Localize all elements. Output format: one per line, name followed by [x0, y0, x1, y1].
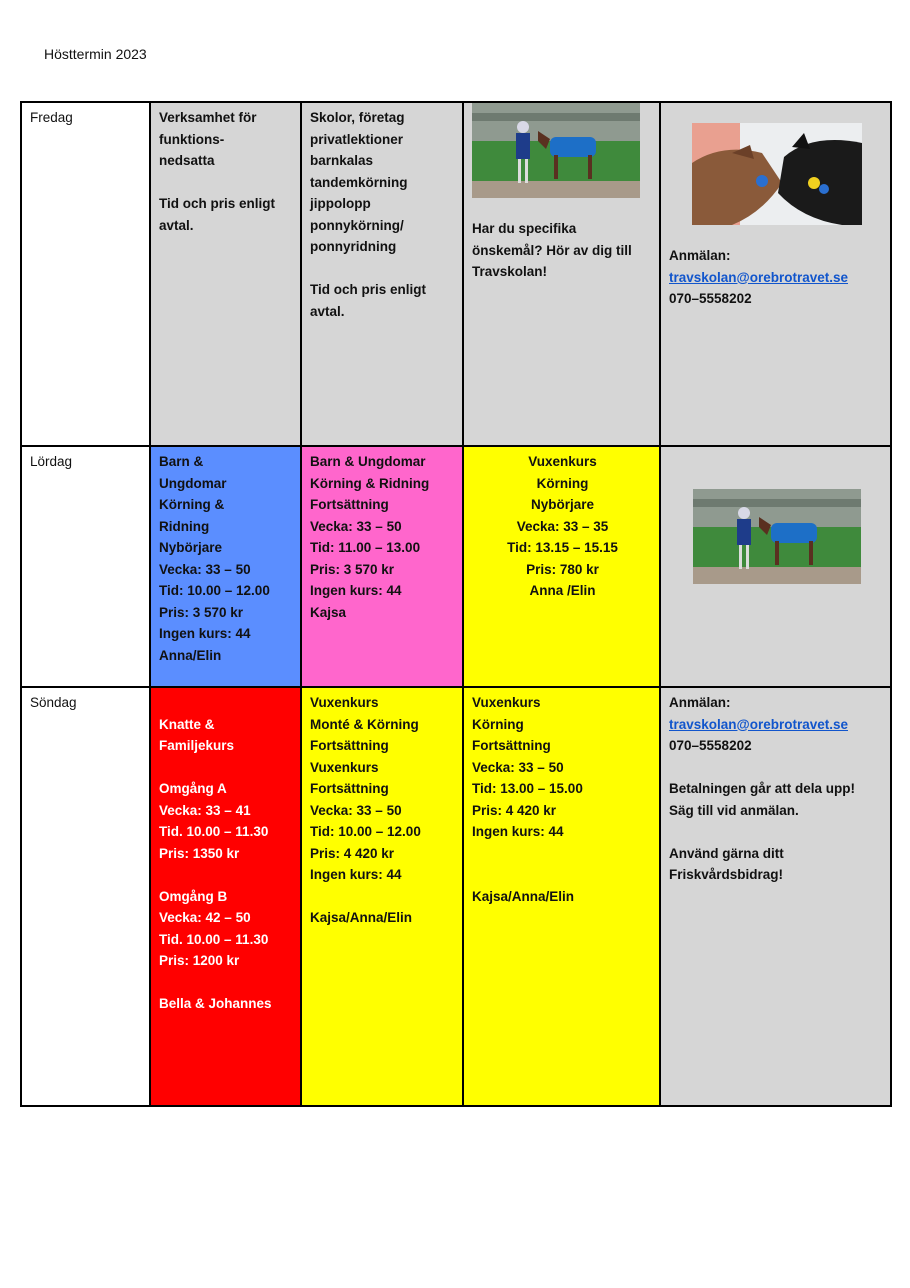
- text-line: Tid och pris enligt: [159, 196, 276, 211]
- text-line: Tid: 13.00 – 15.00: [472, 781, 583, 796]
- text-line: Kajsa/Anna/Elin: [310, 910, 413, 925]
- text-line: Fortsättning: [472, 738, 551, 753]
- text-line: Tid. 10.00 – 11.30: [159, 931, 269, 947]
- text-line: Vecka: 33 – 50: [310, 518, 402, 534]
- text-line: Vuxenkurs: [528, 454, 597, 469]
- text-line: önskemål? Hör av dig till: [472, 242, 632, 258]
- term-heading: Hösttermin 2023: [44, 46, 147, 62]
- text-line: [159, 972, 294, 994]
- day-friday: Fredag: [21, 102, 150, 446]
- text-line: Bella & Johannes: [159, 996, 272, 1011]
- text-line: privatlektioner: [310, 131, 404, 147]
- text-line: Omgång A: [159, 781, 227, 796]
- text-line: Vecka: 33 – 50: [472, 759, 564, 775]
- text-line: Verksamhet för: [159, 110, 257, 125]
- text-line: Körning &: [159, 497, 225, 512]
- text-line: barnkalas: [310, 153, 374, 168]
- text-line: Vecka: 33 – 50: [159, 561, 251, 577]
- text-line: Anna /Elin: [529, 583, 596, 598]
- text-line: ponnykörning/: [310, 217, 404, 233]
- sunday-contact-cell: [660, 687, 891, 1106]
- text-line: Pris: 3 570 kr: [310, 561, 395, 577]
- text-line: Ingen kurs: 44: [310, 583, 402, 598]
- text-line: ponnyridning: [310, 239, 397, 254]
- text-line: [159, 692, 294, 714]
- text-line: Friskvårdsbidrag!: [669, 867, 784, 882]
- text-line: jippolopp: [310, 196, 371, 211]
- text-line: Travskolan!: [472, 264, 548, 279]
- text-line: Kajsa: [310, 604, 347, 620]
- sunday-email-link[interactable]: travskolan@orebrotravet.se: [669, 716, 848, 732]
- text-line: Pris: 780 kr: [526, 561, 599, 577]
- text-line: Ungdomar: [159, 475, 227, 491]
- text-line: Använd gärna ditt: [669, 845, 784, 861]
- text-line: [310, 886, 456, 908]
- text-line: Fortsättning: [310, 497, 389, 512]
- text-line: Pris: 4 420 kr: [472, 802, 557, 818]
- text-line: Körning: [472, 716, 524, 732]
- text-line: Säg till vid anmälan.: [669, 802, 799, 818]
- text-line: Tid: 13.15 – 15.15: [507, 540, 618, 555]
- text-line: Pris: 3 570 kr: [159, 604, 244, 620]
- text-line: Vecka: 33 – 50: [310, 802, 402, 818]
- text-line: Nybörjare: [159, 540, 223, 555]
- text-line: Omgång B: [159, 888, 228, 904]
- text-line: Ingen kurs: 44: [159, 626, 251, 641]
- text-line: [159, 757, 294, 779]
- text-line: [472, 864, 653, 886]
- text-line: Tid och pris enligt: [310, 282, 427, 297]
- text-line: [159, 864, 294, 886]
- sunday-adult-monte-course: [301, 687, 463, 1106]
- saturday-kids-beginner-course: [150, 446, 301, 687]
- text-line: Körning & Ridning: [310, 475, 430, 491]
- text-line: Pris: 1350 kr: [159, 845, 240, 861]
- text-line: Kajsa/Anna/Elin: [472, 888, 575, 904]
- text-line: funktions-: [159, 131, 225, 147]
- saturday-photo-cell: [660, 446, 891, 687]
- text-line: [310, 258, 456, 280]
- text-line: Pris: 1200 kr: [159, 953, 240, 968]
- friday-schools-companies: [301, 102, 463, 446]
- text-line: [159, 172, 294, 194]
- text-line: Tid: 10.00 – 12.00: [159, 583, 270, 598]
- text-line: Knatte &: [159, 716, 215, 732]
- text-line: Körning: [536, 475, 589, 491]
- friday-signup-label: Anmälan:: [669, 248, 731, 263]
- text-line: Familjekurs: [159, 738, 235, 753]
- text-line: Vuxenkurs: [472, 695, 541, 710]
- friday-contact-cell: [660, 102, 891, 446]
- text-line: [472, 843, 653, 865]
- two-horses-photo: [692, 123, 862, 225]
- text-line: Nybörjare: [530, 497, 595, 512]
- text-line: nedsatta: [159, 153, 215, 168]
- text-line: Monté & Körning: [310, 716, 419, 732]
- horse-with-blue-blanket-photo: [472, 103, 640, 198]
- saturday-kids-continuation-course: [301, 446, 463, 687]
- text-line: Tid: 10.00 – 12.00: [310, 824, 421, 839]
- text-line: Vecka: 42 – 50: [159, 910, 251, 925]
- text-line: Ridning: [159, 518, 210, 534]
- row-saturday: [21, 446, 891, 687]
- friday-phone: 070–5558202: [669, 291, 752, 306]
- text-line: Anna/Elin: [159, 647, 222, 663]
- friday-custom-requests: [463, 102, 660, 446]
- text-line: Har du specifika: [472, 221, 577, 236]
- text-line: Fortsättning: [310, 738, 389, 753]
- text-line: Barn &: [159, 454, 204, 469]
- day-saturday: Lördag: [21, 446, 150, 687]
- sunday-family-course: [150, 687, 301, 1106]
- text-line: Fortsättning: [310, 781, 389, 796]
- sunday-adult-driving-course: [463, 687, 660, 1106]
- text-line: Vuxenkurs: [310, 759, 379, 775]
- text-line: Skolor, företag: [310, 110, 405, 125]
- text-line: Betalningen går att dela upp!: [669, 781, 856, 796]
- text-line: Ingen kurs: 44: [310, 867, 402, 882]
- text-line: Pris: 4 420 kr: [310, 845, 395, 861]
- sunday-signup-label: Anmälan:: [669, 695, 731, 710]
- text-line: Ingen kurs: 44: [472, 824, 564, 839]
- schedule-table: [20, 101, 892, 1107]
- text-line: avtal.: [159, 217, 194, 233]
- friday-disabled-activities: [150, 102, 301, 446]
- day-sunday: Söndag: [21, 687, 150, 1106]
- text-line: tandemkörning: [310, 174, 408, 190]
- text-line: Tid. 10.00 – 11.30: [159, 824, 269, 839]
- text-line: Vuxenkurs: [310, 695, 379, 710]
- row-friday: [21, 102, 891, 446]
- text-line: avtal.: [310, 303, 345, 319]
- friday-email-link[interactable]: travskolan@orebrotravet.se: [669, 269, 848, 285]
- horse-with-blue-blanket-photo: [693, 489, 861, 584]
- text-line: Vecka: 33 – 35: [516, 518, 609, 534]
- text-line: Barn & Ungdomar: [310, 454, 426, 469]
- sunday-phone: 070–5558202: [669, 738, 752, 753]
- text-line: Vecka: 33 – 41: [159, 802, 251, 818]
- text-line: [669, 821, 884, 843]
- saturday-adult-beginner-course: [463, 446, 660, 687]
- text-line: Tid: 11.00 – 13.00: [310, 540, 421, 555]
- row-sunday: [21, 687, 891, 1106]
